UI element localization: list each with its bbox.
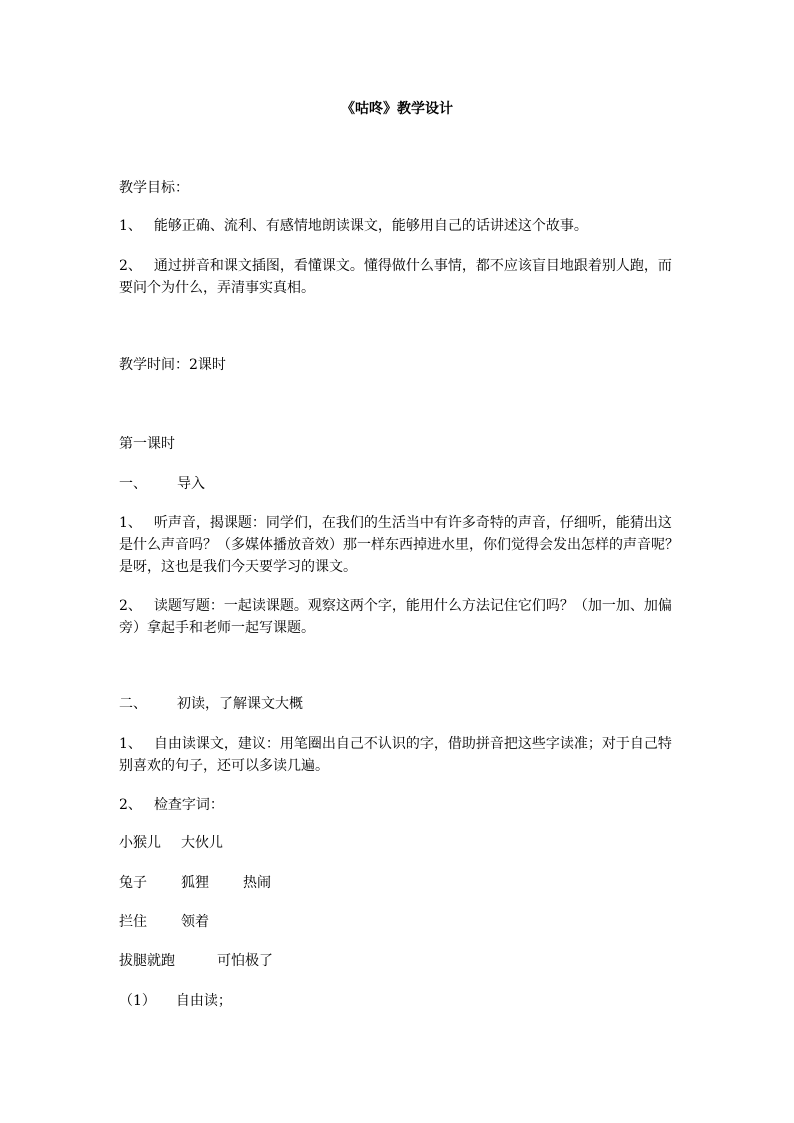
item-number: 2、 <box>119 598 142 614</box>
item-number: 1、 <box>119 736 142 752</box>
section-number: 一、 <box>119 476 147 492</box>
teaching-time: 教学时间：2课时 <box>119 357 226 373</box>
item-text: 读题写题：一起读课题。观察这两个字，能用什么方法记住它们吗？（加一加、加偏旁）拿起手和老师一起写课题。 <box>119 598 672 636</box>
item-number: 2、 <box>119 797 142 813</box>
vocab-word: 大伙儿 <box>181 835 223 851</box>
goal-item-1 <box>119 216 679 236</box>
goal-text: 能够正确、流利、有感情地朗读课文，能够用自己的话讲述这个故事。 <box>153 218 588 234</box>
step-text: 自由读； <box>175 993 232 1009</box>
goals-heading: 教学目标： <box>119 180 189 196</box>
vocab-word: 拦住 <box>119 914 147 930</box>
vocab-word: 狐狸 <box>181 875 209 891</box>
goal-text: 通过拼音和课文插图，看懂课文。懂得做什么事情，都不应该盲目地跟着别人跑，而要问个为什么，弄清事实真相。 <box>119 258 672 296</box>
section2-item-2 <box>119 795 679 815</box>
document-title: 《咕咚》教学设计 <box>341 101 453 117</box>
section1-item-2 <box>119 595 679 639</box>
vocab-word: 热闹 <box>243 875 271 891</box>
word-row <box>119 912 679 932</box>
word-row <box>119 833 679 853</box>
word-row <box>119 873 679 893</box>
section-title: 初读，了解课文大概 <box>177 696 303 712</box>
section2-item-1 <box>119 733 679 777</box>
section-heading-1 <box>119 474 679 494</box>
item-text: 听声音，揭课题：同学们，在我们的生活当中有许多奇特的声音，仔细听，能猜出这是什么声音吗？（多媒体播放音效）那一样东西掉进水里，你们觉得会发出怎样的声音呢？是呀，这也是我们今天要学习的课文。 <box>119 515 679 575</box>
vocab-word: 小猴儿 <box>119 835 161 851</box>
step-number: （1） <box>119 993 156 1009</box>
item-text: 自由读课文，建议：用笔圈出自己不认识的字，借助拼音把这些字读准；对于自己特别喜欢的句子，还可以多读几遍。 <box>119 736 672 774</box>
goal-item-2 <box>119 255 679 299</box>
section-heading-2 <box>119 694 679 714</box>
vocab-word: 拔腿就跑 <box>119 953 175 969</box>
goal-number: 2、 <box>119 258 142 274</box>
vocab-word: 领着 <box>181 914 209 930</box>
item-number: 1、 <box>119 515 142 531</box>
vocab-word: 兔子 <box>119 875 147 891</box>
section-title: 导入 <box>177 476 205 492</box>
word-row <box>119 951 679 971</box>
section1-item-1 <box>119 512 679 578</box>
vocab-word: 可怕极了 <box>217 953 273 969</box>
lesson-heading: 第一课时 <box>119 436 175 452</box>
goal-number: 1、 <box>119 218 142 234</box>
item-text: 检查字词： <box>153 797 224 813</box>
section-number: 二、 <box>119 696 147 712</box>
step-line <box>119 991 679 1011</box>
